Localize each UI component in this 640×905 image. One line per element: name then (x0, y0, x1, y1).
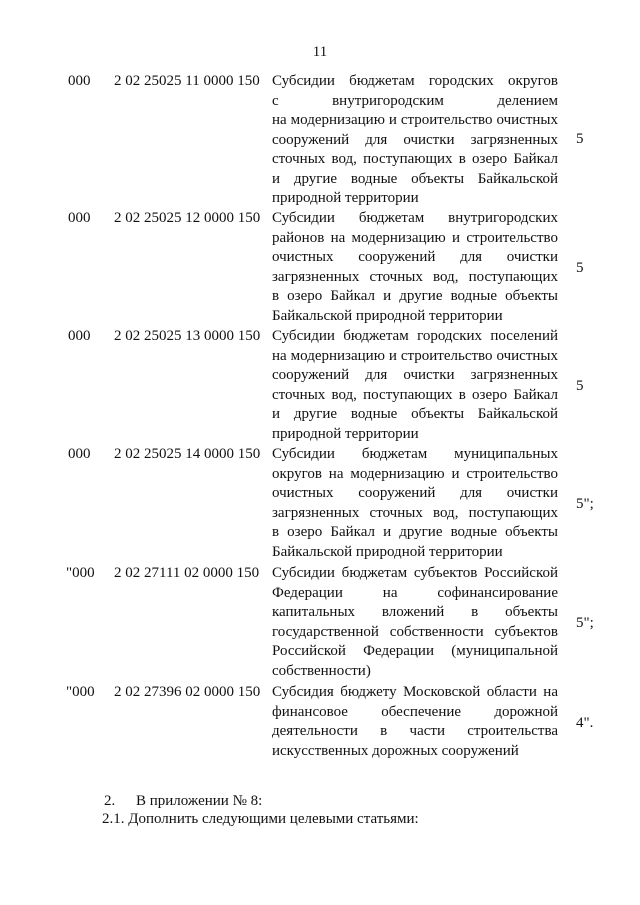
description-line: природной территории (272, 425, 419, 442)
description-line: округов на модернизацию и строительство (272, 465, 558, 482)
description-line: на модернизацию и строительство очистных (272, 112, 558, 128)
row-prefix: 000 (68, 210, 91, 226)
row-description (272, 72, 558, 209)
budget-code: 2 02 27111 02 0000 150 (114, 565, 260, 581)
description-line: финансовое обеспечение дорожной (272, 703, 558, 720)
description-line: Субсидии бюджетам внутригородских (272, 210, 558, 226)
description-line: государственной собственности субъектов (272, 623, 558, 640)
row-description (272, 683, 558, 761)
page-number: 11 (312, 44, 328, 60)
row-value: 5"; (576, 496, 594, 512)
description-line: сооружений для очистки загрязненных (272, 131, 558, 148)
row-description (272, 209, 558, 326)
description-line: природной территории (272, 190, 419, 206)
budget-code: 2 02 25025 13 0000 150 (114, 328, 261, 344)
row-prefix: 000 (68, 446, 91, 462)
description-line: и другие водные объекты Байкальской (272, 170, 558, 187)
description-line: загрязненных сточных вод, поступающих (272, 268, 558, 285)
description-line: сооружений для очистки загрязненных (272, 367, 558, 383)
row-prefix: 000 (68, 328, 91, 344)
row-value: 4". (576, 715, 594, 731)
row-description (272, 445, 558, 562)
description-line: Субсидии бюджетам муниципальных (272, 446, 558, 462)
description-line: Субсидии бюджетам городских поселений (272, 328, 558, 344)
row-prefix: "000 (66, 565, 95, 581)
row-value: 5"; (576, 615, 594, 631)
description-line: и другие водные объекты Байкальской (272, 406, 558, 422)
description-line: в озеро Байкал и другие водные объекты (272, 524, 558, 540)
description-line: сточных вод, поступающих в озеро Байкал (272, 151, 558, 167)
row-description (272, 564, 558, 681)
budget-code: 2 02 25025 12 0000 150 (114, 210, 261, 226)
row-description (272, 327, 558, 444)
description-line: Субсидии бюджетам субъектов Российской (272, 565, 558, 581)
paragraph-text: В приложении № 8: (136, 793, 263, 809)
row-prefix: 000 (68, 73, 91, 89)
description-line: Субсидия бюджету Московской области на (272, 684, 558, 700)
description-line: в озеро Байкал и другие водные объекты (272, 288, 558, 304)
description-line: районов на модернизацию и строительство (272, 229, 558, 246)
description-line: с внутригородским делением (272, 92, 558, 109)
description-line: Байкальской природной территории (272, 543, 503, 560)
subparagraph-text: 2.1. Дополнить следующими целевыми статьями: (102, 811, 419, 827)
row-prefix: "000 (66, 684, 95, 700)
description-line: капитальных вложений в объекты (272, 604, 558, 620)
description-line: сточных вод, поступающих в озеро Байкал (272, 386, 558, 403)
paragraph-number: 2. (104, 793, 116, 809)
description-line: деятельности в части строительства (272, 723, 558, 739)
description-line: очистных сооружений для очистки (272, 249, 558, 265)
description-line: искусственных дорожных сооружений (272, 742, 519, 759)
row-value: 5 (576, 378, 584, 394)
budget-code: 2 02 25025 14 0000 150 (114, 446, 261, 462)
description-line: Российской Федерации (муниципальной (272, 643, 558, 659)
description-line: Федерации на софинансирование (272, 584, 558, 601)
description-line: очистных сооружений для очистки (272, 485, 558, 501)
row-value: 5 (576, 260, 584, 276)
description-line: Субсидии бюджетам городских округов (272, 73, 558, 89)
budget-code: 2 02 27396 02 0000 150 (114, 684, 261, 700)
description-line: на модернизацию и строительство очистных (272, 347, 558, 364)
row-value: 5 (576, 131, 584, 147)
budget-code: 2 02 25025 11 0000 150 (114, 73, 260, 89)
description-line: собственности) (272, 662, 371, 679)
description-line: загрязненных сточных вод, поступающих (272, 504, 558, 521)
description-line: Байкальской природной территории (272, 307, 503, 324)
